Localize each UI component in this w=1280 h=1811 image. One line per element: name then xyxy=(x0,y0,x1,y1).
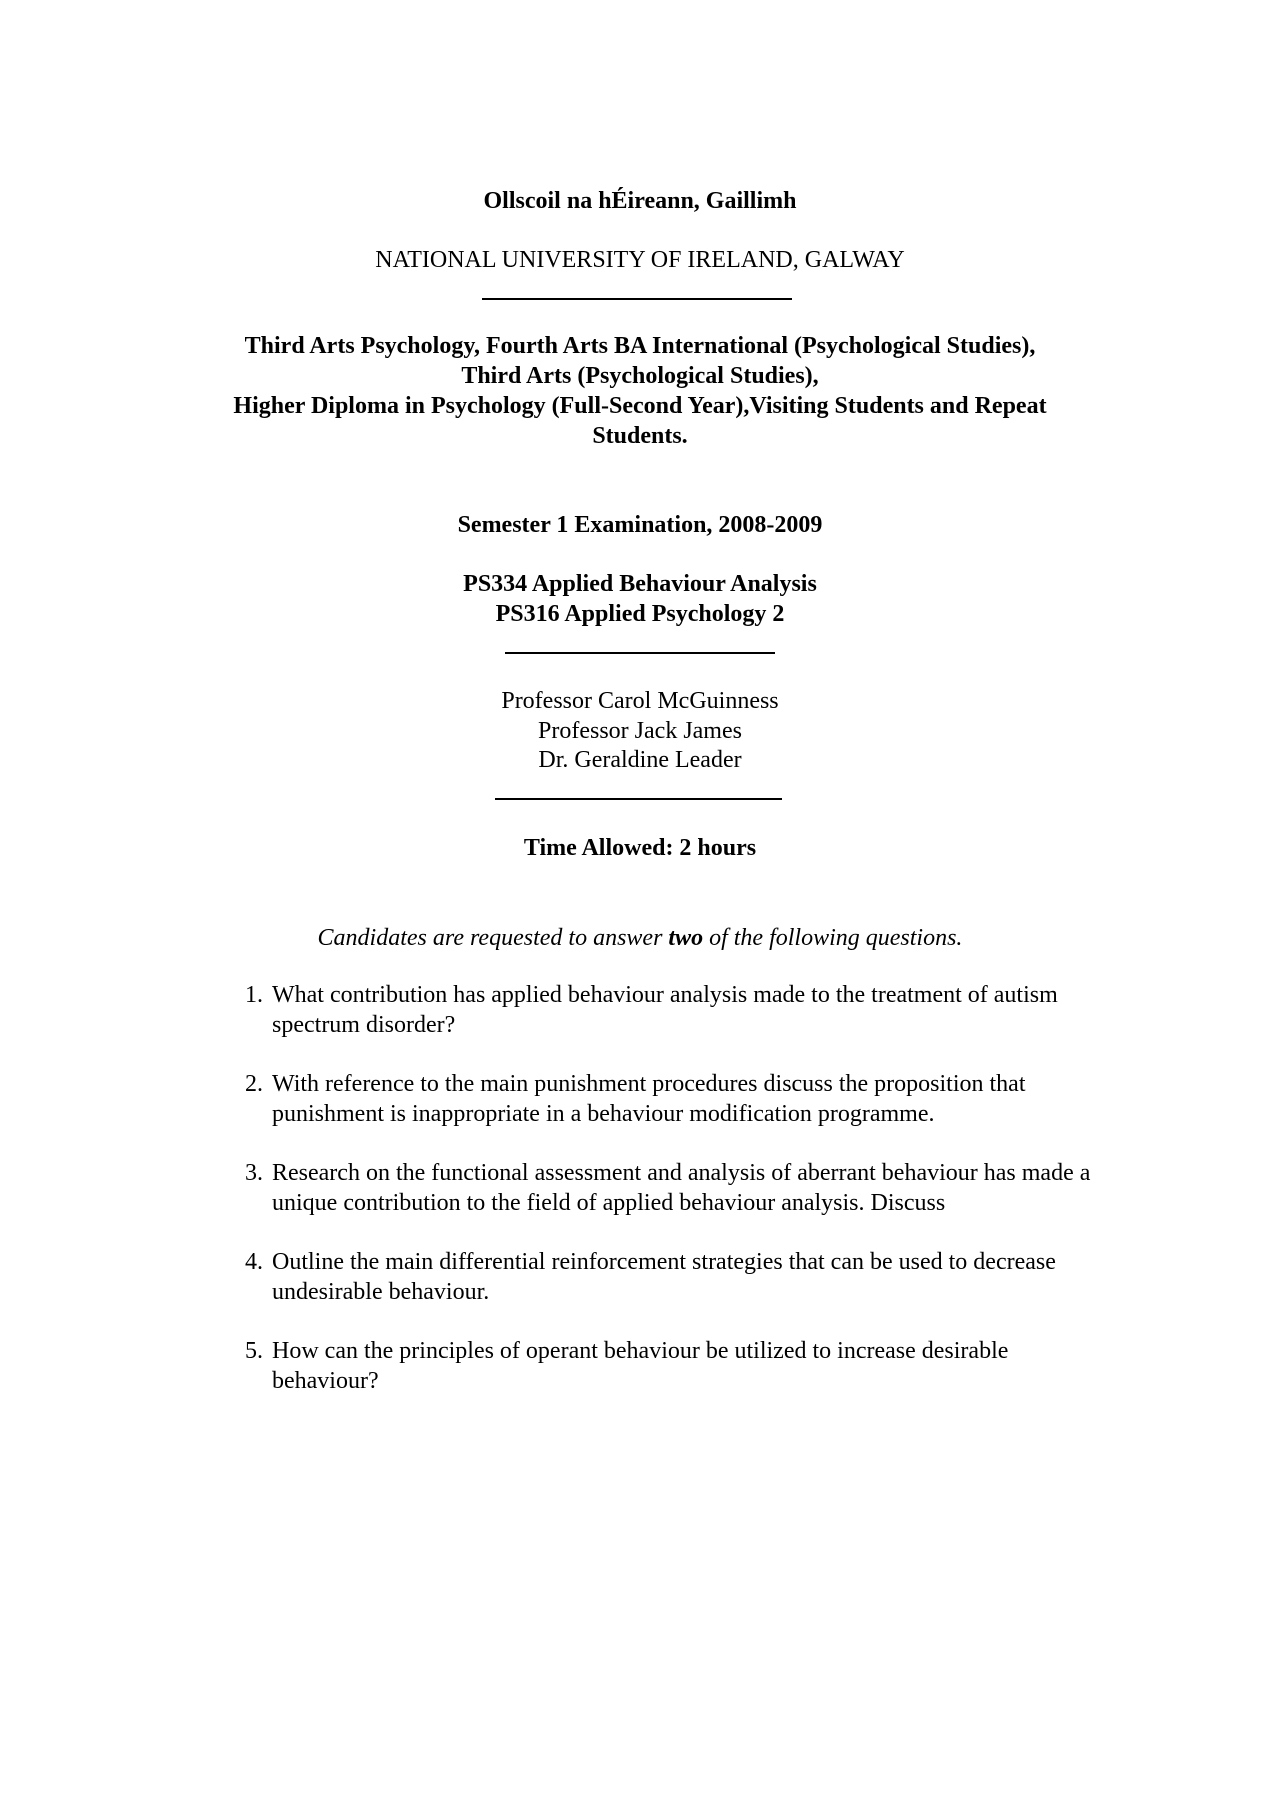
question-list xyxy=(0,980,1280,1425)
question-text: What contribution has applied behaviour analysis made to the treatment of autism spectrum disorder? xyxy=(272,982,1058,1038)
examiner-divider xyxy=(495,798,782,800)
question-text: With reference to the main punishment procedures discuss the proposition that punishment is inappropriate in a behaviour modification programme. xyxy=(272,1071,1026,1127)
programme-line-4: Students. xyxy=(592,423,688,449)
question-number: 2. xyxy=(245,1071,263,1097)
instructions xyxy=(0,923,1280,953)
question-item xyxy=(0,980,1280,1040)
header-divider xyxy=(482,298,792,300)
instructions-emphasis: two xyxy=(668,925,704,951)
question-item xyxy=(0,1158,1280,1218)
examiner-3: Dr. Geraldine Leader xyxy=(538,747,742,773)
course-divider xyxy=(505,652,775,654)
instructions-before: Candidates are requested to answer xyxy=(317,925,669,951)
question-item xyxy=(0,1069,1280,1129)
programme-line-1: Third Arts Psychology, Fourth Arts BA International (Psychological Studies), xyxy=(244,333,1036,359)
question-text: Outline the main differential reinforcement strategies that can be used to decrease undesirable behaviour. xyxy=(272,1249,1056,1305)
question-item xyxy=(0,1247,1280,1307)
examiner-1: Professor Carol McGuinness xyxy=(501,688,779,714)
question-number: 3. xyxy=(245,1160,263,1186)
semester-title: Semester 1 Examination, 2008-2009 xyxy=(457,512,823,538)
programme-line-2: Third Arts (Psychological Studies), xyxy=(461,363,819,389)
question-item xyxy=(0,1336,1280,1396)
university-irish-name: Ollscoil na hÉireann, Gaillimh xyxy=(483,188,797,214)
question-number: 5. xyxy=(245,1338,263,1364)
question-number: 1. xyxy=(245,982,263,1008)
time-allowed: Time Allowed: 2 hours xyxy=(523,835,757,861)
question-number: 4. xyxy=(245,1249,263,1275)
examiner-2: Professor Jack James xyxy=(538,718,742,744)
programme-line-3: Higher Diploma in Psychology (Full-Second Year),Visiting Students and Repeat xyxy=(233,393,1047,419)
instructions-after: of the following questions. xyxy=(703,925,963,951)
question-text: Research on the functional assessment and analysis of aberrant behaviour has made a unique contribution to the field of applied behaviour analysis. Discuss xyxy=(272,1160,1091,1216)
university-english-name: NATIONAL UNIVERSITY OF IRELAND, GALWAY xyxy=(375,247,905,273)
question-text: How can the principles of operant behaviour be utilized to increase desirable behaviour? xyxy=(272,1338,1009,1394)
course-title-1: PS334 Applied Behaviour Analysis xyxy=(463,571,817,597)
course-title-2: PS316 Applied Psychology 2 xyxy=(495,601,785,627)
